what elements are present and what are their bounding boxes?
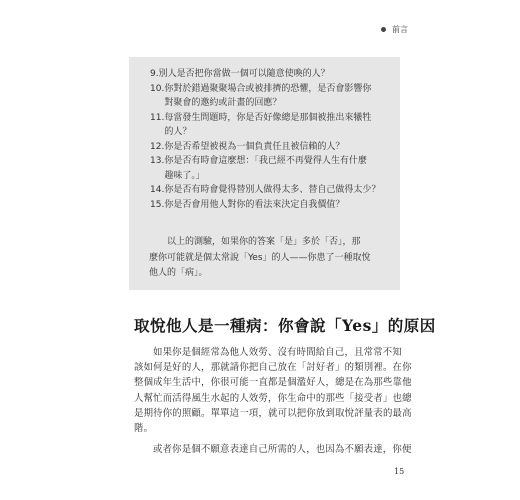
quiz-item-text: 每當發生問題時，你是否好像總是那個被推出來犧牲 的人？ (164, 112, 372, 137)
body-line: 階。 (134, 423, 154, 435)
quiz-item-text: 你是否有時會這麼想：「我已經不再覺得人生有什麼 趣味了。」 (164, 156, 367, 181)
body-line: 人幫忙而活得風生水起的人效勞，你生命中的那些「接受者」也總 (134, 392, 412, 404)
body-line: 如果你是個經常為他人效勞、沒有時間給自己，且常常不知 (153, 347, 402, 358)
quiz-summary (149, 235, 385, 282)
quiz-item (150, 154, 390, 183)
quiz-item-number: 11. (150, 112, 165, 123)
quiz-box (129, 57, 400, 290)
quiz-item-number: 14. (150, 185, 165, 195)
section-title: 取悅他人是一種病：你會說「Yes」的原因 (134, 316, 436, 335)
quiz-item-text: 你是否會用他人對你的看法來決定自我價值？ (164, 199, 345, 210)
quiz-item-text: 別人是否把你當做一個可以隨意使喚的人？ (158, 69, 330, 79)
bullet-icon (381, 27, 386, 32)
quiz-item-text: 你是否希望被視為一個負責任且被信賴的人？ (164, 141, 345, 152)
body-line: 該如何是好的人，那就請你把自己放在「討好者」的類別裡。在你 (134, 362, 412, 374)
body-line: 或者你是個不願意表達自己所需的人，也因為不願表達，你便 (153, 444, 412, 456)
body-line: 整個成年生活中，你很可能一直都是個濫好人，總是在為那些靠他 (134, 377, 412, 389)
body-paragraph (134, 345, 412, 436)
body-paragraph (134, 442, 412, 457)
quiz-item-number: 15. (150, 199, 165, 210)
body-line: 是期待你的照顧。單單這一項，就可以把你放到取悅評量表的最高 (134, 407, 412, 419)
header-label: 前言 (392, 25, 408, 34)
running-header (381, 24, 408, 35)
quiz-item-number: 12. (150, 141, 165, 152)
body-text (134, 345, 412, 463)
quiz-item-text: 你是否有時會覺得替別人做得太多、替自己做得太少？ (164, 185, 381, 195)
page-number: 15 (394, 467, 405, 476)
quiz-item-number: 10. (150, 83, 165, 94)
quiz-item-number: 9. (150, 69, 159, 79)
quiz-item (150, 82, 390, 111)
quiz-summary-line: 麼你可能就是個太常說「Yes」的人——你患了一種取悅 (149, 252, 371, 263)
quiz-item (150, 111, 390, 140)
quiz-item (150, 198, 390, 213)
quiz-list (150, 67, 390, 212)
quiz-item (150, 67, 390, 82)
quiz-summary-line: 以上的測驗，如果你的答案「是」多於「否」，那 (167, 237, 361, 247)
quiz-item (150, 140, 390, 155)
quiz-item (150, 183, 390, 198)
quiz-summary-line: 他人的「病」。 (149, 268, 208, 278)
quiz-item-number: 13. (150, 156, 165, 166)
quiz-item-text: 你對於錯過聚聚場合或被排擠的恐懼，是否會影響你 對聚會的邀約或計畫的回應？ (164, 83, 372, 108)
